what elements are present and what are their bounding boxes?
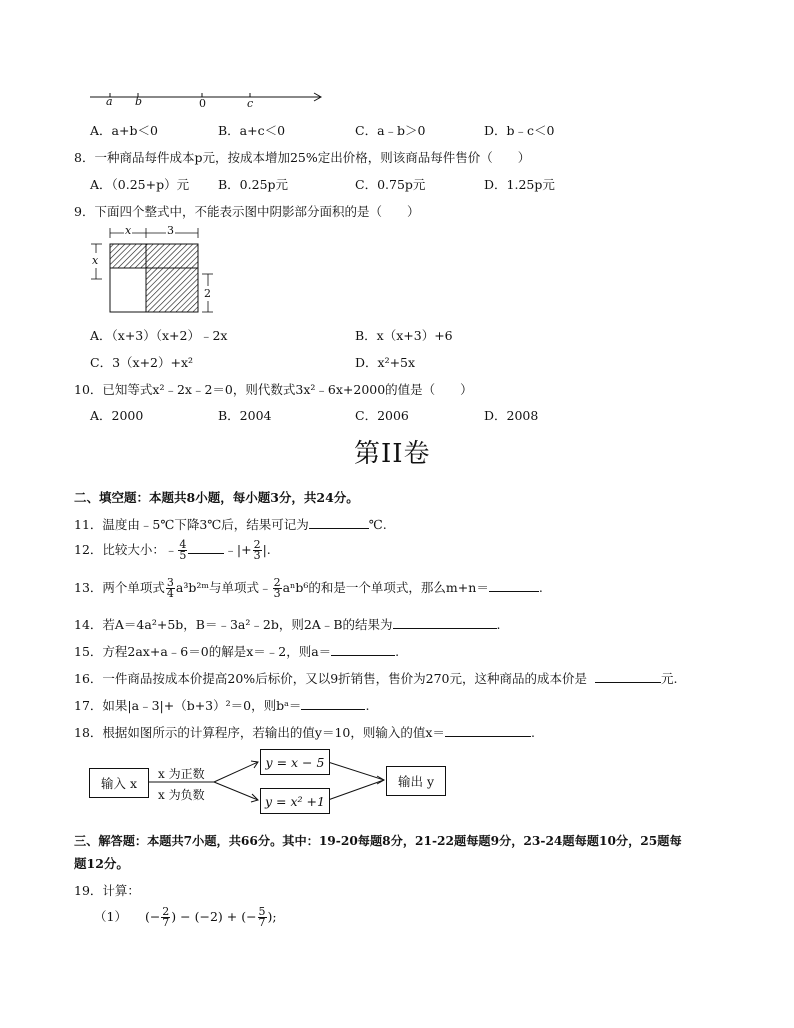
q9-figure — [88, 224, 216, 320]
q13-frac1: $\frac{3}{4}$ — [166, 576, 174, 600]
q7-option-d: D．b﹣c＜0 — [484, 123, 555, 138]
q8-stem: 8．一种商品每件成本p元，按成本增加25%定出价格，则该商品每件售价（ ） — [74, 150, 531, 165]
flow-input-box — [89, 768, 149, 798]
q10-option-b: B．2004 — [218, 408, 272, 423]
part2-title: 第II卷 — [354, 439, 431, 469]
q7-option-a: A．a+b＜0 — [90, 123, 158, 138]
q13-text: 13．两个单项式 — [74, 580, 165, 595]
q13-end: . — [538, 580, 543, 595]
q17-text: 17．如果|a﹣3|+（b+3）²＝0，则bᵃ＝ — [74, 698, 302, 713]
q18 — [74, 723, 535, 741]
section3-line2: 题12分。 — [74, 856, 129, 871]
flow-positive-label: x 为正数 — [158, 767, 205, 781]
q10-option-a: A．2000 — [90, 408, 144, 423]
flow-formula-1: y = x − 5 — [265, 754, 325, 770]
q9-option-a: A．（x+3）（x+2）﹣2x — [90, 328, 228, 343]
q9-stem: 9．下面四个整式中，不能表示图中阴影部分面积的是（ ） — [74, 204, 420, 219]
q12-text: 12．比较大小：﹣ — [74, 542, 178, 557]
q13-frac2: $\frac{2}{3}$ — [273, 576, 281, 600]
q11-text: 11．温度由﹣5℃下降3℃后，结果可记为 — [74, 517, 309, 532]
q10-option-c: C．2006 — [355, 408, 409, 423]
q9-figure-x-left: x — [92, 254, 99, 267]
q19-expr-c: ); — [267, 909, 277, 924]
q12 — [74, 540, 271, 561]
q12-mid: ﹣|+ — [224, 542, 252, 557]
q11-blank[interactable] — [309, 516, 369, 529]
q9-figure-x-top: x — [125, 224, 132, 237]
q14-text: 14．若A＝4a²+5b，B＝﹣3a²﹣2b，则2A﹣B的结果为 — [74, 617, 393, 632]
q19-sub1-label: （1） — [94, 909, 127, 924]
flow-negative-label: x 为负数 — [158, 788, 205, 802]
q14-end: . — [496, 617, 501, 632]
q18-end: . — [530, 725, 535, 740]
q13-mono2: aⁿb⁶的和是一个单项式，那么m+n＝ — [282, 580, 489, 595]
q16-end: 元. — [661, 671, 678, 686]
flow-formula-2: y = x² +1 — [265, 793, 325, 809]
number-line — [88, 88, 328, 110]
q15-blank[interactable] — [331, 643, 395, 656]
flow-input-label: 输入 x — [100, 776, 138, 791]
q8-option-b: B．0.25p元 — [218, 177, 289, 192]
q8-option-d: D．1.25p元 — [484, 177, 555, 192]
q12-frac2: $\frac{2}{3}$ — [253, 538, 261, 562]
q19-frac2: $\frac{5}{7}$ — [258, 905, 266, 929]
q10-stem: 10．已知等式x²﹣2x﹣2＝0，则代数式3x²﹣6x+2000的值是（ ） — [74, 382, 473, 397]
q8-option-a: A．（0.25+p）元 — [90, 177, 190, 192]
numberline-label-c: c — [247, 97, 254, 110]
q18-text: 18．根据如图所示的计算程序，若输出的值y＝10，则输入的值x＝ — [74, 725, 445, 740]
q16-blank[interactable] — [595, 670, 661, 683]
q9-option-c: C．3（x+2）+x² — [90, 355, 194, 370]
q16 — [74, 669, 678, 687]
flow-formula-box-1 — [260, 749, 330, 775]
flow-formula-box-2 — [260, 788, 330, 814]
q15 — [74, 642, 399, 660]
section3-line1: 三、解答题：本题共7小题，共66分。其中：19-20每题8分，21-22题每题9分，23-24题每题10分，25题每 — [74, 834, 682, 848]
q14-blank[interactable] — [393, 616, 497, 629]
q19-frac1: $\frac{2}{7}$ — [162, 905, 170, 929]
numberline-label-0: 0 — [199, 97, 206, 110]
q19-expr-a: (− — [144, 909, 161, 924]
q11 — [74, 515, 387, 533]
q12-frac1: $\frac{4}{5}$ — [179, 538, 187, 562]
numberline-label-b: b — [135, 95, 143, 108]
flow-output-label: 输出 y — [397, 774, 435, 789]
section2-title: 二、填空题：本题共8小题，每小题3分，共24分。 — [74, 490, 359, 505]
q17-blank[interactable] — [301, 697, 365, 710]
q17 — [74, 696, 369, 714]
q9-figure-three: 3 — [167, 224, 174, 237]
q9-option-b: B．x（x+3）+6 — [355, 328, 453, 343]
q7-option-c: C．a﹣b＞0 — [355, 123, 426, 138]
q16-text: 16．一件商品按成本价提高20%后标价，又以9折销售，售价为270元，这种商品的成本价是 — [74, 671, 588, 686]
numberline-label-a: a — [106, 95, 113, 108]
q13-blank[interactable] — [489, 579, 539, 592]
q9-option-d: D．x²+5x — [355, 355, 416, 370]
q19-sub1 — [94, 907, 277, 928]
q15-text: 15．方程2ax+a﹣6＝0的解是x＝﹣2，则a＝ — [74, 644, 332, 659]
q18-blank[interactable] — [445, 724, 531, 737]
q13 — [74, 578, 543, 599]
flow-output-box — [386, 766, 446, 796]
q11-unit: ℃. — [368, 517, 387, 532]
q7-option-b: B．a+c＜0 — [218, 123, 286, 138]
q12-blank[interactable] — [188, 541, 224, 554]
q17-end: . — [365, 698, 370, 713]
q19-expr-b: ) − (−2) + (− — [171, 909, 257, 924]
q14 — [74, 615, 501, 633]
q19-stem: 19．计算： — [74, 883, 140, 898]
q15-end: . — [395, 644, 400, 659]
q8-option-c: C．0.75p元 — [355, 177, 426, 192]
q10-option-d: D．2008 — [484, 408, 539, 423]
q12-end: |. — [262, 542, 271, 557]
q9-figure-two: 2 — [204, 287, 211, 300]
q13-mono1: a³b²ᵐ与单项式﹣ — [175, 580, 272, 595]
